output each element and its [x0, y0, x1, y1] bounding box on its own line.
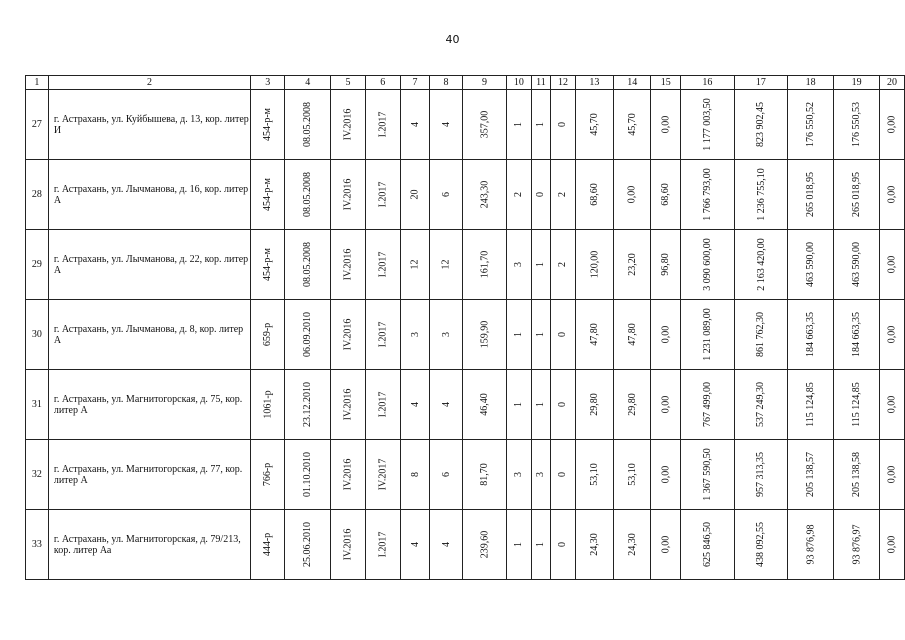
value-cell	[251, 510, 285, 580]
cell-value: 463 590,00	[805, 242, 817, 287]
cell-value: 767 499,00	[701, 382, 713, 427]
cell-value: 4	[409, 122, 421, 127]
value-cell	[365, 90, 400, 160]
value-cell	[507, 230, 531, 300]
cell-value: 0,00	[660, 115, 672, 134]
cell-value: 0,00	[660, 395, 672, 414]
cell-value: 24,30	[588, 533, 600, 556]
table-row	[26, 510, 905, 580]
cell-value: 6	[440, 192, 452, 197]
cell-value: 3	[513, 262, 525, 267]
cell-value: 1	[535, 542, 547, 547]
cell-value: 0	[557, 332, 569, 337]
value-cell	[614, 300, 651, 370]
cell-value: 0,00	[660, 325, 672, 344]
value-cell	[331, 160, 365, 230]
value-cell	[834, 90, 880, 160]
cell-value: IV.2016	[342, 108, 354, 141]
value-cell	[551, 160, 575, 230]
value-cell	[365, 440, 400, 510]
cell-value: 243,30	[478, 180, 490, 209]
row-number: 33	[26, 510, 49, 580]
value-cell	[788, 160, 834, 230]
value-cell	[285, 510, 331, 580]
cell-value: 205 138,58	[851, 452, 863, 497]
value-cell	[430, 440, 462, 510]
value-cell	[430, 160, 462, 230]
cell-value: 161,70	[478, 250, 490, 279]
value-cell	[251, 90, 285, 160]
cell-value: 0	[557, 402, 569, 407]
cell-value: I.2017	[377, 181, 389, 208]
cell-value: 1 231 089,00	[701, 308, 713, 361]
cell-value: 1 177 003,50	[701, 98, 713, 151]
value-cell	[507, 510, 531, 580]
value-cell	[531, 440, 551, 510]
table-row	[26, 160, 905, 230]
value-cell	[880, 230, 905, 300]
value-cell	[462, 510, 506, 580]
value-cell	[880, 300, 905, 370]
cell-value: 4	[440, 122, 452, 127]
value-cell	[400, 370, 430, 440]
cell-value: 1 766 793,00	[701, 168, 713, 221]
cell-value: 23,20	[626, 253, 638, 276]
header-row	[26, 76, 905, 90]
address-cell: г. Астрахань, ул. Лычманова, д. 16, кор. литер А	[48, 160, 250, 230]
cell-value: 1	[535, 262, 547, 267]
value-cell	[365, 160, 400, 230]
value-cell	[575, 160, 613, 230]
cell-value: 115 124,85	[805, 382, 817, 427]
value-cell	[285, 90, 331, 160]
cell-value: 454-р-м	[262, 108, 274, 141]
value-cell	[531, 230, 551, 300]
value-cell	[651, 510, 681, 580]
value-cell	[551, 440, 575, 510]
value-cell	[251, 160, 285, 230]
header-cell: 20	[880, 76, 905, 90]
address-cell: г. Астрахань, ул. Лычманова, д. 8, кор. литер А	[48, 300, 250, 370]
value-cell	[251, 300, 285, 370]
cell-value: 2	[513, 192, 525, 197]
value-cell	[507, 440, 531, 510]
header-cell: 14	[614, 76, 651, 90]
cell-value: 265 018,95	[851, 172, 863, 217]
header-cell: 4	[285, 76, 331, 90]
cell-value: 53,10	[626, 463, 638, 486]
page-number: 40	[445, 33, 460, 46]
cell-value: 265 018,95	[805, 172, 817, 217]
value-cell	[400, 230, 430, 300]
cell-value: 463 590,00	[851, 242, 863, 287]
value-cell	[575, 230, 613, 300]
cell-value: IV.2016	[342, 248, 354, 281]
value-cell	[531, 370, 551, 440]
value-cell	[880, 370, 905, 440]
header-cell: 5	[331, 76, 365, 90]
cell-value: 81,70	[478, 463, 490, 486]
value-cell	[681, 160, 735, 230]
address-cell: г. Астрахань, ул. Магнитогорская, д. 75, кор. литер А	[48, 370, 250, 440]
value-cell	[681, 90, 735, 160]
cell-value: 1	[513, 332, 525, 337]
cell-value: 4	[409, 402, 421, 407]
cell-value: 957 313,35	[755, 452, 767, 497]
value-cell	[462, 90, 506, 160]
value-cell	[551, 510, 575, 580]
value-cell	[331, 300, 365, 370]
cell-value: I.2017	[377, 391, 389, 418]
header-cell: 8	[430, 76, 462, 90]
address-cell: г. Астрахань, ул. Магнитогорская, д. 79/213, кор. литер Аа	[48, 510, 250, 580]
cell-value: 45,70	[626, 113, 638, 136]
value-cell	[614, 90, 651, 160]
cell-value: 68,60	[588, 183, 600, 206]
cell-value: IV.2016	[342, 178, 354, 211]
cell-value: 1	[535, 122, 547, 127]
header-cell: 11	[531, 76, 551, 90]
value-cell	[430, 90, 462, 160]
cell-value: 120,00	[588, 250, 600, 279]
header-cell: 19	[834, 76, 880, 90]
value-cell	[531, 510, 551, 580]
header-cell: 1	[26, 76, 49, 90]
value-cell	[400, 510, 430, 580]
value-cell	[400, 90, 430, 160]
value-cell	[614, 440, 651, 510]
cell-value: 176 550,53	[851, 102, 863, 147]
cell-value: I.2017	[377, 321, 389, 348]
value-cell	[462, 160, 506, 230]
value-cell	[507, 300, 531, 370]
cell-value: 0	[535, 192, 547, 197]
value-cell	[251, 440, 285, 510]
header-cell: 7	[400, 76, 430, 90]
value-cell	[734, 300, 788, 370]
value-cell	[331, 440, 365, 510]
cell-value: 08.05.2008	[302, 102, 314, 147]
cell-value: 8	[409, 472, 421, 477]
value-cell	[575, 370, 613, 440]
value-cell	[575, 440, 613, 510]
value-cell	[788, 90, 834, 160]
cell-value: 3	[535, 472, 547, 477]
cell-value: 4	[440, 542, 452, 547]
cell-value: 24,30	[626, 533, 638, 556]
cell-value: IV.2016	[342, 458, 354, 491]
cell-value: 2 163 420,00	[755, 238, 767, 291]
cell-value: 3	[513, 472, 525, 477]
cell-value: 01.10.2010	[302, 452, 314, 497]
cell-value: 1	[513, 542, 525, 547]
value-cell	[880, 510, 905, 580]
data-table	[25, 75, 905, 580]
value-cell	[400, 300, 430, 370]
value-cell	[251, 370, 285, 440]
cell-value: 454-р-м	[262, 178, 274, 211]
cell-value: 68,60	[660, 183, 672, 206]
value-cell	[430, 300, 462, 370]
header-cell: 15	[651, 76, 681, 90]
cell-value: 6	[440, 472, 452, 477]
table-row	[26, 300, 905, 370]
cell-value: 93 876,97	[851, 524, 863, 565]
cell-value: 0	[557, 472, 569, 477]
header-cell: 17	[734, 76, 788, 90]
value-cell	[614, 510, 651, 580]
value-cell	[285, 160, 331, 230]
value-cell	[507, 160, 531, 230]
cell-value: 115 124,85	[851, 382, 863, 427]
header-cell: 2	[48, 76, 250, 90]
value-cell	[531, 160, 551, 230]
cell-value: 0,00	[886, 185, 898, 204]
cell-value: 176 550,52	[805, 102, 817, 147]
cell-value: 0,00	[886, 535, 898, 554]
value-cell	[651, 370, 681, 440]
address-cell: г. Астрахань, ул. Лычманова, д. 22, кор. литер А	[48, 230, 250, 300]
value-cell	[462, 230, 506, 300]
header-cell: 12	[551, 76, 575, 90]
value-cell	[681, 230, 735, 300]
value-cell	[462, 440, 506, 510]
cell-value: 12	[409, 259, 421, 270]
table-row	[26, 90, 905, 160]
cell-value: 184 663,35	[805, 312, 817, 357]
value-cell	[734, 510, 788, 580]
cell-value: 47,80	[626, 323, 638, 346]
cell-value: 47,80	[588, 323, 600, 346]
cell-value: 2	[557, 262, 569, 267]
value-cell	[788, 230, 834, 300]
value-cell	[651, 300, 681, 370]
cell-value: 25.06.2010	[302, 522, 314, 567]
cell-value: IV.2016	[342, 528, 354, 561]
value-cell	[880, 160, 905, 230]
value-cell	[651, 230, 681, 300]
cell-value: 29,80	[588, 393, 600, 416]
cell-value: 0,00	[886, 255, 898, 274]
value-cell	[365, 230, 400, 300]
value-cell	[430, 370, 462, 440]
header-cell: 10	[507, 76, 531, 90]
value-cell	[575, 90, 613, 160]
value-cell	[834, 300, 880, 370]
cell-value: 23.12.2010	[302, 382, 314, 427]
value-cell	[734, 440, 788, 510]
cell-value: 0	[557, 122, 569, 127]
table-row	[26, 440, 905, 510]
address-cell: г. Астрахань, ул. Магнитогорская, д. 77, кор. литер А	[48, 440, 250, 510]
value-cell	[430, 230, 462, 300]
cell-value: 0,00	[886, 395, 898, 414]
row-number: 32	[26, 440, 49, 510]
cell-value: 357,00	[478, 110, 490, 139]
row-number: 31	[26, 370, 49, 440]
value-cell	[834, 230, 880, 300]
row-number: 27	[26, 90, 49, 160]
cell-value: 1	[535, 402, 547, 407]
value-cell	[834, 370, 880, 440]
cell-value: IV.2016	[342, 388, 354, 421]
value-cell	[788, 300, 834, 370]
cell-value: 1	[535, 332, 547, 337]
value-cell	[331, 510, 365, 580]
value-cell	[551, 90, 575, 160]
cell-value: 12	[440, 259, 452, 270]
cell-value: 438 092,55	[755, 522, 767, 567]
value-cell	[575, 510, 613, 580]
value-cell	[681, 440, 735, 510]
cell-value: 29,80	[626, 393, 638, 416]
cell-value: 96,80	[660, 253, 672, 276]
cell-value: 184 663,35	[851, 312, 863, 357]
value-cell	[400, 160, 430, 230]
cell-value: 159,90	[478, 320, 490, 349]
cell-value: 239,60	[478, 530, 490, 559]
cell-value: IV.2016	[342, 318, 354, 351]
cell-value: 3	[440, 332, 452, 337]
value-cell	[462, 300, 506, 370]
header-cell: 18	[788, 76, 834, 90]
cell-value: 1	[513, 122, 525, 127]
value-cell	[251, 230, 285, 300]
value-cell	[285, 300, 331, 370]
cell-value: 0,00	[886, 325, 898, 344]
value-cell	[331, 230, 365, 300]
cell-value: I.2017	[377, 251, 389, 278]
cell-value: 823 902,45	[755, 102, 767, 147]
value-cell	[575, 300, 613, 370]
value-cell	[331, 370, 365, 440]
cell-value: 537 249,30	[755, 382, 767, 427]
cell-value: 46,40	[478, 393, 490, 416]
value-cell	[531, 300, 551, 370]
value-cell	[788, 370, 834, 440]
cell-value: 861 762,30	[755, 312, 767, 357]
value-cell	[651, 160, 681, 230]
value-cell	[462, 370, 506, 440]
row-number: 29	[26, 230, 49, 300]
value-cell	[551, 300, 575, 370]
row-number: 28	[26, 160, 49, 230]
table-row	[26, 230, 905, 300]
cell-value: 766-р	[262, 462, 274, 487]
cell-value: 205 138,57	[805, 452, 817, 497]
value-cell	[651, 440, 681, 510]
value-cell	[507, 370, 531, 440]
value-cell	[734, 90, 788, 160]
value-cell	[365, 300, 400, 370]
value-cell	[734, 160, 788, 230]
value-cell	[834, 510, 880, 580]
value-cell	[880, 440, 905, 510]
header-cell: 3	[251, 76, 285, 90]
value-cell	[285, 440, 331, 510]
header-cell: 13	[575, 76, 613, 90]
value-cell	[365, 510, 400, 580]
value-cell	[834, 160, 880, 230]
cell-value: IV.2017	[377, 458, 389, 491]
cell-value: 0,00	[626, 185, 638, 204]
header-cell: 16	[681, 76, 735, 90]
value-cell	[331, 90, 365, 160]
value-cell	[285, 370, 331, 440]
address-cell: г. Астрахань, ул. Куйбышева, д. 13, кор. литер И	[48, 90, 250, 160]
cell-value: 659-р	[262, 322, 274, 347]
cell-value: 08.05.2008	[302, 242, 314, 287]
value-cell	[400, 440, 430, 510]
value-cell	[507, 90, 531, 160]
value-cell	[681, 510, 735, 580]
cell-value: 0,00	[886, 465, 898, 484]
cell-value: 53,10	[588, 463, 600, 486]
cell-value: 1 236 755,10	[755, 168, 767, 221]
cell-value: I.2017	[377, 531, 389, 558]
header-cell: 9	[462, 76, 506, 90]
cell-value: I.2017	[377, 111, 389, 138]
cell-value: 0,00	[886, 115, 898, 134]
cell-value: 444-р	[262, 532, 274, 557]
table-row	[26, 370, 905, 440]
cell-value: 08.05.2008	[302, 172, 314, 217]
value-cell	[734, 370, 788, 440]
value-cell	[551, 370, 575, 440]
value-cell	[734, 230, 788, 300]
value-cell	[614, 160, 651, 230]
cell-value: 45,70	[588, 113, 600, 136]
value-cell	[788, 440, 834, 510]
value-cell	[681, 300, 735, 370]
value-cell	[834, 440, 880, 510]
cell-value: 3	[409, 332, 421, 337]
value-cell	[614, 370, 651, 440]
value-cell	[430, 510, 462, 580]
cell-value: 1 367 590,50	[701, 448, 713, 501]
cell-value: 625 846,50	[701, 522, 713, 567]
value-cell	[551, 230, 575, 300]
value-cell	[651, 90, 681, 160]
cell-value: 20	[409, 189, 421, 200]
value-cell	[531, 90, 551, 160]
value-cell	[365, 370, 400, 440]
cell-value: 1061-р	[262, 390, 274, 419]
cell-value: 1	[513, 402, 525, 407]
cell-value: 93 876,98	[805, 524, 817, 565]
header-cell: 6	[365, 76, 400, 90]
value-cell	[880, 90, 905, 160]
cell-value: 3 090 600,00	[701, 238, 713, 291]
cell-value: 454-р-м	[262, 248, 274, 281]
cell-value: 0	[557, 542, 569, 547]
value-cell	[614, 230, 651, 300]
value-cell	[285, 230, 331, 300]
cell-value: 0,00	[660, 535, 672, 554]
cell-value: 4	[440, 402, 452, 407]
cell-value: 4	[409, 542, 421, 547]
row-number: 30	[26, 300, 49, 370]
cell-value: 06.09.2010	[302, 312, 314, 357]
cell-value: 0,00	[660, 465, 672, 484]
value-cell	[681, 370, 735, 440]
cell-value: 2	[557, 192, 569, 197]
value-cell	[788, 510, 834, 580]
